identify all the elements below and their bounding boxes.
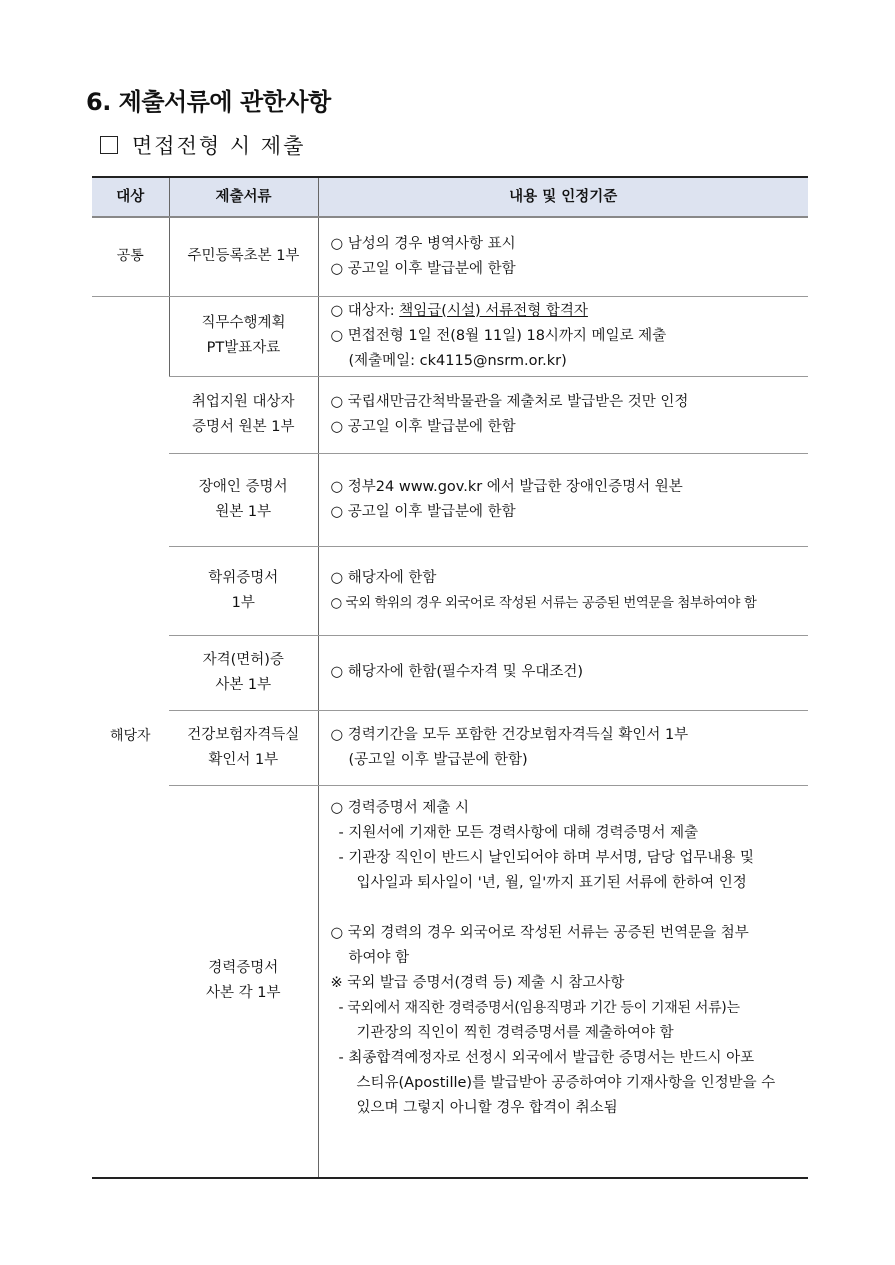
doc-line: 장애인 증명서: [198, 478, 288, 495]
criteria-line: (제출메일: ck4115@nsrm.or.kr): [348, 352, 567, 369]
subsection-heading: [100, 130, 305, 160]
subsection-label: 면접전형 시 제출: [132, 134, 306, 158]
criteria-line: ○ 남성의 경우 병역사항 표시: [331, 232, 805, 257]
doc-degree-certificate: [169, 546, 318, 635]
doc-line: 1부: [231, 594, 255, 611]
criteria-line: - 지원서에 기재한 모든 경력사항에 대해 경력증명서 제출: [338, 824, 699, 841]
doc-line: 건강보험자격득실: [187, 726, 300, 743]
table-row: [92, 546, 808, 635]
table-row: [92, 296, 808, 376]
criteria-cell: [318, 217, 808, 296]
table-row: [92, 635, 808, 710]
criteria-line: ○ 해당자에 한함(필수자격 및 우대조건): [331, 660, 805, 685]
doc-line: 사본 각 1부: [206, 985, 281, 1002]
target-common: 공통: [92, 217, 169, 296]
criteria-line: ※ 국외 발급 증명서(경력 등) 제출 시 참고사항: [330, 974, 625, 991]
header-target: 대상: [92, 177, 169, 217]
criteria-underlined: 책임급(시설) 서류전형 합격자: [399, 302, 588, 319]
section-title: 6. 제출서류에 관한사항: [86, 88, 331, 116]
table-row: [92, 453, 808, 546]
target-applicable: 해당자: [92, 296, 169, 1178]
criteria-line: - 국외에서 재직한 경력증명서(임용직명과 기간 등이 기재된 서류)는: [338, 999, 740, 1016]
criteria-line: ○ 정부24 www.gov.kr 에서 발급한 장애인증명서 원본: [331, 475, 805, 500]
doc-line: 원본 1부: [215, 503, 272, 520]
criteria-line: ○ 경력증명서 제출 시: [331, 796, 805, 821]
doc-disability-certificate: [169, 453, 318, 546]
table-row: [92, 376, 808, 453]
criteria-line: - 기관장 직인이 반드시 날인되어야 하며 부서명, 담당 업무내용 및: [338, 849, 755, 866]
criteria-line: 기관장의 직인이 찍힌 경력증명서를 제출하여야 함: [356, 1024, 674, 1041]
criteria-cell: [318, 710, 808, 785]
checkbox-square-icon: [100, 136, 118, 154]
criteria-line: ○ 공고일 이후 발급분에 한함: [331, 415, 805, 440]
spacer: [331, 896, 805, 921]
table-row: [92, 785, 808, 1178]
criteria-line: ○ 국외 학위의 경우 외국어로 작성된 서류는 공증된 번역문을 첨부하여야 함: [331, 591, 805, 616]
doc-license-copy: [169, 635, 318, 710]
criteria-line: ○ 공고일 이후 발급분에 한함: [331, 500, 805, 525]
criteria-line: ○ 경력기간을 모두 포함한 건강보험자격득실 확인서 1부: [331, 723, 805, 748]
criteria-line: 스티유(Apostille)를 발급받아 공증하여야 기재사항을 인정받을 수: [356, 1074, 776, 1091]
criteria-prefix: 대상자:: [347, 302, 400, 319]
criteria-line: ○ 공고일 이후 발급분에 한함: [331, 257, 805, 282]
criteria-line: [331, 299, 805, 324]
table-header-row: [92, 177, 808, 217]
documents-table: [92, 176, 808, 1179]
doc-line: 직무수행계획: [201, 315, 286, 331]
doc-employment-support: [169, 376, 318, 453]
table-row: [92, 710, 808, 785]
doc-career-certificate: [169, 785, 318, 1178]
criteria-cell: [318, 546, 808, 635]
criteria-line: ○ 해당자에 한함: [331, 566, 805, 591]
criteria-line: 입사일과 퇴사일이 '년, 월, 일'까지 표기된 서류에 한하여 인정: [356, 874, 747, 891]
criteria-line: (공고일 이후 발급분에 한함): [348, 751, 528, 768]
doc-resident-registration: 주민등록초본 1부: [169, 217, 318, 296]
criteria-line: 하여야 함: [348, 949, 410, 966]
doc-line: PT발표자료: [206, 340, 281, 356]
header-documents: 제출서류: [169, 177, 318, 217]
doc-pt-material: [169, 296, 318, 376]
doc-line: 확인서 1부: [208, 751, 279, 768]
doc-line: 경력증명서: [208, 960, 279, 977]
criteria-cell: [318, 635, 808, 710]
table-row-common: [92, 217, 808, 296]
criteria-cell: [318, 785, 808, 1178]
doc-line: 증명서 원본 1부: [192, 418, 295, 435]
criteria-line: - 최종합격예정자로 선정시 외국에서 발급한 증명서는 반드시 아포: [338, 1049, 755, 1066]
doc-line: 자격(면허)증: [202, 651, 284, 668]
doc-line: 취업지원 대상자: [191, 393, 295, 410]
doc-line: 학위증명서: [208, 569, 279, 586]
criteria-line: ○ 국외 경력의 경우 외국어로 작성된 서류는 공증된 번역문을 첨부: [331, 921, 805, 946]
criteria-cell: [318, 296, 808, 376]
doc-health-insurance: [169, 710, 318, 785]
criteria-line: ○ 면접전형 1일 전(8월 11일) 18시까지 메일로 제출: [331, 324, 805, 349]
criteria-line: 있으며 그렇지 아니할 경우 합격이 취소됨: [356, 1099, 618, 1116]
doc-line: 사본 1부: [215, 676, 272, 693]
criteria-cell: [318, 453, 808, 546]
criteria-line: ○ 국립새만금간척박물관을 제출처로 발급받은 것만 인정: [331, 390, 805, 415]
header-criteria: 내용 및 인정기준: [318, 177, 808, 217]
criteria-cell: [318, 376, 808, 453]
